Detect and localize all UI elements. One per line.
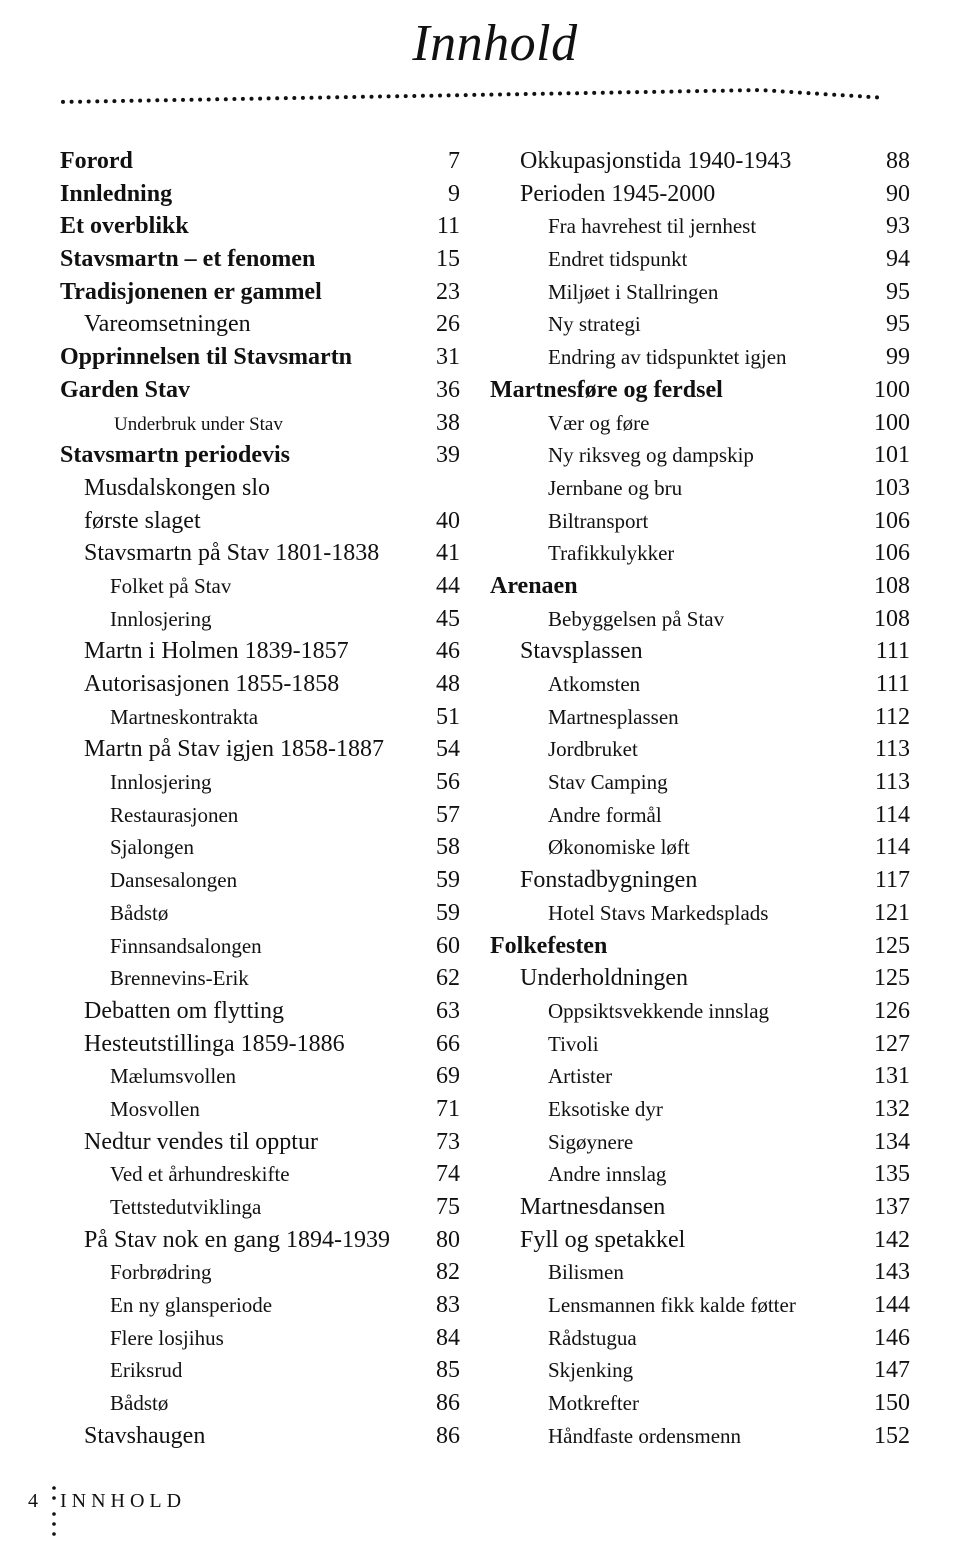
toc-entry	[490, 1093, 910, 1126]
toc-entry	[490, 210, 910, 243]
page-number: 4	[28, 1490, 38, 1512]
toc-entry	[490, 1126, 910, 1159]
toc-entry-title: Andre formål	[548, 802, 662, 827]
toc-entry-title: Stav Camping	[548, 770, 668, 795]
toc-entry-page: 62	[436, 965, 460, 992]
toc-entry-page: 31	[436, 344, 460, 371]
toc-entry	[490, 276, 910, 309]
toc-entry	[490, 930, 910, 963]
toc-entry-page: 132	[874, 1095, 910, 1122]
toc-entry	[490, 831, 910, 864]
toc-entry-title: Endring av tidspunktet igjen	[548, 345, 787, 370]
toc-entry	[60, 1191, 460, 1224]
toc-entry	[60, 439, 460, 472]
toc-entry	[490, 897, 910, 930]
toc-entry	[60, 178, 460, 211]
dotted-rule	[60, 78, 880, 108]
toc-entry-page: 137	[874, 1194, 910, 1220]
toc-entry-title: Tradisjonenen er gammel	[60, 278, 322, 305]
toc-entry-page: 86	[436, 1422, 460, 1449]
toc-entry-page: 144	[874, 1292, 910, 1319]
toc-entry	[60, 766, 460, 799]
toc-entry	[60, 407, 460, 440]
toc-entry-page: 94	[886, 246, 910, 273]
toc-entry	[60, 505, 460, 538]
toc-entry	[490, 1256, 910, 1289]
toc-entry-page: 56	[436, 769, 460, 796]
toc-entry	[490, 1289, 910, 1322]
toc-entry	[490, 537, 910, 570]
toc-entry-page: 108	[874, 572, 910, 599]
toc-entry-title: På Stav nok en gang 1894-1939	[84, 1226, 390, 1253]
toc-entry-title: Andre innslag	[548, 1162, 667, 1187]
toc-entry-page: 39	[436, 442, 460, 469]
toc-entry-title: Martn på Stav igjen 1858-1887	[84, 736, 384, 763]
toc-entry	[60, 864, 460, 897]
toc-entry	[60, 1126, 460, 1159]
toc-entry	[490, 1354, 910, 1387]
toc-entry-title: Jordbruket	[548, 737, 638, 762]
toc-entry-page: 44	[436, 572, 460, 599]
toc-entry-title: Forbrødring	[110, 1260, 212, 1285]
toc-left-column	[60, 145, 460, 1453]
toc-entry-title: Nedtur vendes til opptur	[84, 1128, 318, 1155]
toc-entry-page: 112	[874, 703, 910, 730]
footer-label: INNHOLD	[60, 1490, 187, 1512]
toc-entry	[490, 733, 910, 766]
toc-entry-page: 15	[436, 246, 460, 273]
toc-entry	[490, 864, 910, 897]
toc-entry-title: Ved et århundreskifte	[110, 1162, 290, 1187]
toc-entry-page: 83	[436, 1292, 460, 1319]
toc-entry-page: 106	[874, 540, 910, 567]
toc-entry	[60, 1093, 460, 1126]
toc-entry	[490, 407, 910, 440]
toc-entry-page: 85	[436, 1357, 460, 1384]
toc-entry-title: Ny strategi	[548, 312, 641, 337]
toc-entry-title: Atkomsten	[548, 672, 641, 696]
toc-entry-title: Innledning	[60, 180, 173, 207]
toc-entry-title: Håndfaste ordensmenn	[548, 1423, 742, 1448]
toc-entry-page: 75	[436, 1194, 460, 1220]
toc-entry-title: Bådstø	[110, 1391, 169, 1416]
toc-entry-title: Sigøynere	[548, 1129, 634, 1154]
toc-entry	[60, 472, 460, 505]
toc-entry	[490, 1060, 910, 1093]
toc-entry-title: Martneskontrakta	[110, 704, 259, 729]
toc-entry-title: Motkrefter	[548, 1391, 639, 1416]
toc-entry-title: Økonomiske løft	[548, 835, 690, 860]
toc-entry-page: 147	[874, 1357, 910, 1384]
toc-entry	[60, 897, 460, 930]
toc-entry-title: Forord	[60, 148, 133, 174]
toc-entry-title: Innlosjering	[110, 606, 212, 631]
toc-entry-title: Bebyggelsen på Stav	[548, 606, 725, 631]
toc-entry	[490, 1387, 910, 1420]
toc-entry-page: 135	[874, 1161, 910, 1188]
toc-entry	[60, 276, 460, 309]
toc-entry	[490, 766, 910, 799]
toc-entry-title: Oppsiktsvekkende innslag	[548, 998, 770, 1023]
toc-entry	[60, 1060, 460, 1093]
toc-entry-title: Autorisasjonen 1855-1858	[84, 671, 340, 697]
toc-entry	[60, 308, 460, 341]
toc-entry-page: 71	[436, 1095, 460, 1122]
toc-entry	[60, 603, 460, 636]
toc-entry-page: 63	[436, 997, 460, 1024]
toc-entry-title: Stavsmartn – et fenomen	[60, 246, 316, 273]
toc-entry-page: 45	[436, 605, 460, 632]
toc-entry	[490, 603, 910, 636]
toc-entry-page: 80	[436, 1226, 460, 1253]
toc-entry-page: 84	[436, 1324, 460, 1351]
toc-entry	[60, 570, 460, 603]
toc-entry	[60, 635, 460, 668]
toc-entry-page: 58	[436, 834, 460, 861]
toc-entry-page: 121	[874, 899, 910, 926]
toc-entry-title: første slaget	[84, 507, 201, 534]
toc-entry	[490, 635, 910, 668]
toc-entry-page: 36	[436, 376, 460, 403]
toc-entry-page: 59	[436, 867, 460, 894]
toc-entry-title: Et overblikk	[60, 213, 189, 240]
toc-entry-page: 54	[436, 736, 460, 763]
toc-entry	[490, 1420, 910, 1453]
toc-entry	[60, 668, 460, 701]
toc-entry-page: 88	[886, 148, 910, 174]
toc-entry	[490, 1191, 910, 1224]
toc-entry	[60, 1387, 460, 1420]
toc-entry	[60, 210, 460, 243]
toc-entry-page: 40	[436, 507, 460, 534]
toc-entry	[490, 799, 910, 832]
toc-entry	[490, 701, 910, 734]
toc-entry	[490, 962, 910, 995]
toc-entry-title: Flere losjihus	[110, 1325, 224, 1350]
toc-entry	[490, 1158, 910, 1191]
toc-entry-title: Underholdningen	[520, 965, 688, 992]
toc-entry	[490, 995, 910, 1028]
toc-entry-title: Martnesføre og ferdsel	[490, 376, 723, 403]
toc-entry-title: Hotel Stavs Markedsplads	[548, 900, 769, 925]
toc-entry-title: Ny riksveg og dampskip	[548, 443, 754, 468]
toc-entry-title: Garden Stav	[60, 376, 191, 403]
toc-entry-title: Mælumsvollen	[110, 1064, 237, 1089]
toc-entry-title: Rådstugua	[548, 1325, 637, 1350]
toc-entry-title: Opprinnelsen til Stavsmartn	[60, 344, 353, 371]
toc-entry-title: Perioden 1945-2000	[520, 180, 716, 207]
toc-entry-page: 95	[886, 311, 910, 338]
toc-entry-page: 69	[436, 1063, 460, 1090]
toc-entry-page: 86	[436, 1390, 460, 1417]
toc-entry-title: Hesteutstillinga 1859-1886	[84, 1030, 345, 1057]
toc-entry-title: Bådstø	[110, 900, 169, 925]
toc-entry-title: Restaurasjonen	[110, 802, 239, 827]
toc-entry-page: 111	[875, 671, 910, 697]
toc-entry-page: 9	[448, 180, 460, 207]
toc-entry-title: Folket på Stav	[110, 573, 232, 598]
toc-entry	[60, 831, 460, 864]
toc-entry-page: 131	[874, 1063, 910, 1090]
toc-entry-title: Skjenking	[548, 1358, 634, 1383]
toc-entry-page: 93	[886, 213, 910, 240]
toc-entry	[60, 799, 460, 832]
toc-entry-title: Martnesplassen	[548, 704, 679, 729]
toc-entry-title: Stavsmartn periodevis	[60, 442, 290, 469]
toc-entry-title: Tivoli	[548, 1031, 599, 1056]
toc-entry-page: 41	[436, 540, 460, 567]
toc-entry	[490, 570, 910, 603]
toc-entry	[490, 308, 910, 341]
toc-entry-page: 113	[874, 769, 910, 796]
toc-entry-page: 113	[874, 736, 910, 763]
toc-entry-page: 46	[436, 638, 460, 665]
toc-entry	[60, 962, 460, 995]
toc-entry	[490, 439, 910, 472]
toc-entry-page: 66	[436, 1030, 460, 1057]
toc-entry-title: Biltransport	[548, 508, 649, 533]
toc-entry-page: 103	[874, 474, 910, 501]
toc-entry-title: Okkupasjonstida 1940-1943	[520, 148, 792, 174]
toc-entry-title: Stavsmartn på Stav 1801-1838	[84, 540, 380, 567]
toc-entry-title: Debatten om flytting	[84, 997, 284, 1024]
toc-entry-title: Musdalskongen slo	[84, 474, 270, 501]
toc-entry-title: Martnesdansen	[520, 1194, 666, 1220]
toc-entry-page: 26	[436, 311, 460, 338]
toc-entry	[490, 1224, 910, 1257]
toc-entry-title: Underbruk under Stav	[114, 413, 283, 435]
toc-entry	[60, 1158, 460, 1191]
toc-entry	[60, 1420, 460, 1453]
toc-entry-page: 59	[436, 899, 460, 926]
toc-entry-title: Vareomsetningen	[84, 311, 251, 338]
toc-entry-page: 106	[874, 507, 910, 534]
toc-entry-title: Folkefesten	[490, 932, 608, 959]
toc-entry-title: Jernbane og bru	[548, 475, 683, 500]
toc-entry-page: 57	[436, 801, 460, 828]
toc-entry-title: Bilismen	[548, 1260, 624, 1285]
toc-entry	[60, 145, 460, 178]
toc-entry-page: 101	[874, 442, 910, 469]
toc-entry-title: Finnsandsalongen	[110, 933, 262, 958]
toc-entry	[60, 341, 460, 374]
toc-entry-title: Endret tidspunkt	[548, 247, 688, 272]
toc-entry	[60, 733, 460, 766]
toc-entry	[60, 1028, 460, 1061]
toc-entry-page: 117	[874, 867, 910, 894]
toc-entry	[60, 1224, 460, 1257]
toc-right-column	[490, 145, 910, 1453]
toc-entry-title: Fra havrehest til jernhest	[548, 214, 757, 239]
toc-entry-page: 152	[874, 1422, 910, 1449]
toc-entry	[490, 505, 910, 538]
toc-entry-page: 100	[874, 376, 910, 403]
toc-entry	[60, 243, 460, 276]
toc-entry	[60, 995, 460, 1028]
toc-entry-title: Trafikkulykker	[548, 541, 675, 566]
toc-entry	[60, 537, 460, 570]
toc-entry-page: 82	[436, 1259, 460, 1286]
toc-entry	[60, 374, 460, 407]
page-title: Innhold	[412, 15, 578, 72]
toc-entry-page: 74	[436, 1161, 460, 1188]
toc-entry	[490, 1028, 910, 1061]
toc-entry-page: 127	[874, 1030, 910, 1057]
toc-entry-page: 99	[886, 344, 910, 371]
toc-entry	[60, 1289, 460, 1322]
toc-entry-page: 108	[874, 605, 910, 632]
toc-entry-page: 134	[874, 1128, 910, 1155]
toc-entry	[490, 341, 910, 374]
toc-entry-title: Stavsplassen	[520, 638, 643, 665]
toc-entry-title: Tettstedutviklinga	[110, 1195, 262, 1219]
toc-entry-page: 90	[886, 180, 910, 207]
page-footer	[28, 1490, 186, 1513]
toc-entry-title: Sjalongen	[110, 835, 194, 860]
toc-entry-title: Vær og føre	[548, 410, 650, 435]
toc-entry-title: Martn i Holmen 1839-1857	[84, 638, 349, 665]
toc-entry-page: 126	[874, 997, 910, 1024]
toc-entry	[490, 668, 910, 701]
toc-entry-page: 48	[436, 671, 460, 697]
toc-entry-page: 111	[875, 638, 910, 665]
toc-entry	[60, 930, 460, 963]
toc-entry-page: 114	[874, 801, 910, 828]
toc-entry-title: Miljøet i Stallringen	[548, 279, 719, 304]
toc-entry-page: 60	[436, 932, 460, 959]
toc-entry-page: 143	[874, 1259, 910, 1286]
toc-entry	[60, 701, 460, 734]
toc-entry	[60, 1322, 460, 1355]
toc-entry-title: Artister	[548, 1064, 613, 1089]
toc-entry-page: 125	[874, 932, 910, 959]
toc-entry-page: 7	[448, 148, 460, 174]
toc-entry-title: Eriksrud	[110, 1358, 183, 1383]
toc-entry-title: Dansesalongen	[110, 868, 238, 893]
toc-entry-page: 142	[874, 1226, 910, 1253]
toc-entry-page: 114	[874, 834, 910, 861]
toc-entry-page: 146	[874, 1324, 910, 1351]
toc-entry	[490, 1322, 910, 1355]
toc-entry-title: Fyll og spetakkel	[520, 1226, 686, 1253]
toc-entry	[490, 145, 910, 178]
toc-entry-page: 38	[436, 409, 460, 436]
toc-entry-title: En ny glansperiode	[110, 1293, 273, 1318]
toc-entry-title: Mosvollen	[110, 1096, 200, 1121]
toc-entry-title: Stavshaugen	[84, 1422, 206, 1449]
toc-entry-page: 95	[886, 278, 910, 305]
toc-entry-title: Eksotiske dyr	[548, 1096, 663, 1121]
toc-entry-title: Fonstadbygningen	[520, 867, 698, 894]
toc-entry	[60, 1256, 460, 1289]
toc-entry-page: 23	[436, 278, 460, 305]
toc-entry-page: 100	[874, 409, 910, 436]
toc-entry-title: Arenaen	[490, 572, 578, 599]
toc-entry-title: Lensmannen fikk kalde føtter	[548, 1293, 796, 1318]
toc-entry-page: 73	[436, 1128, 460, 1155]
toc-entry	[60, 1354, 460, 1387]
toc-entry-title: Innlosjering	[110, 770, 212, 795]
toc-entry-page: 150	[874, 1390, 910, 1417]
toc-entry	[490, 243, 910, 276]
toc-entry	[490, 178, 910, 211]
toc-entry-page: 51	[436, 703, 460, 730]
toc-entry-title: Brennevins-Erik	[110, 966, 249, 991]
toc-entry	[490, 374, 910, 407]
toc-entry	[490, 472, 910, 505]
toc-entry-page: 11	[436, 213, 460, 240]
toc-entry-page: 125	[874, 965, 910, 992]
